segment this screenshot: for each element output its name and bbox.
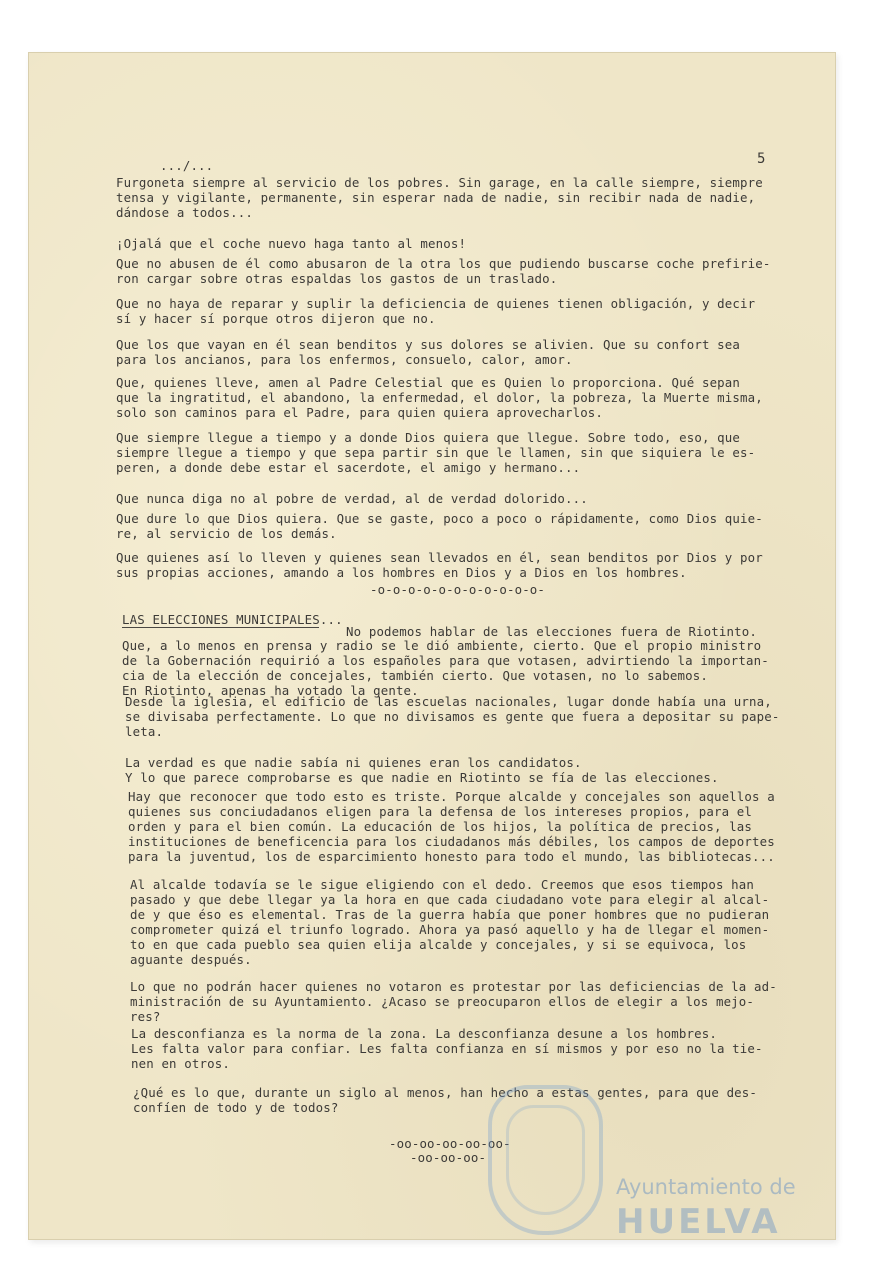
paragraph: La verdad es que nadie sabía ni quienes eran los candidatos. Y lo que parece comprobarse es que nadie en Riotinto se fía de las elecciones. [125,755,719,785]
watermark-line2: HUELVA [616,1202,781,1242]
separator-line: -oo-oo-oo- [410,1150,487,1165]
paragraph: Que, a lo menos en prensa y radio se le dió ambiente, cierto. Que el propio ministro de la Gobernación requirió a los españoles para que votasen, advirtiendo la importan- cia de la elección de concejales, también cierto. Que votasen, no lo sabemos. En Riotinto, apenas ha votado la gente. [122,638,769,698]
paragraph: Furgoneta siempre al servicio de los pobres. Sin garage, en la calle siempre, siempre tensa y vigilante, permanente, sin esperar nada de nadie, sin recibir nada de nadie, dándose a todos... [116,175,763,220]
paragraph: Que, quienes lleve, amen al Padre Celestial que es Quien lo proporciona. Qué sepan que la ingratitud, el abandono, la enfermedad, el dolor, la pobreza, la Muerte misma, solo son caminos para el Padre, para quien quiera aprovecharlos. [116,375,763,420]
paragraph: Hay que reconocer que todo esto es triste. Porque alcalde y concejales son aquellos a quienes sus conciudadanos eligen para la defensa de los intereses propios, para el orden y para el bien común. La educación de los hijos, la política de precios, las instituciones de beneficencia para los ciudadanos más débiles, los campos de deportes para la juventud, los de esparcimiento honesto para todo el mundo, las bibliotecas... [128,789,775,864]
paragraph: Que quienes así lo lleven y quienes sean llevados en él, sean benditos por Dios y por sus propias acciones, amando a los hombres en Dios y a Dios en los hombres. [116,550,763,580]
paragraph: ¿Qué es lo que, durante un siglo al menos, han hecho a estas gentes, para que des- confíen de todo y de todos? [133,1085,758,1115]
paragraph: Que no abusen de él como abusaron de la otra los que pudiendo buscarse coche prefirie- ron cargar sobre otras espaldas los gastos de un traslado. [116,256,771,286]
paragraph: Que no haya de reparar y suplir la deficiencia de quienes tienen obligación, y decir sí y hacer sí porque otros dijeron que no. [116,296,756,326]
paragraph: ¡Ojalá que el coche nuevo haga tanto al menos! [116,236,467,251]
paragraph: Desde la iglesia, el edificio de las escuelas nacionales, lugar donde había una urna, se divisaba perfectamente. Lo que no divisamos es gente que fuera a depositar su pape- leta. [125,694,780,739]
paragraph: Que dure lo que Dios quiera. Que se gaste, poco a poco o rápidamente, como Dios quie- re, al servicio de los demás. [116,511,763,541]
watermark-line1: Ayuntamiento de [616,1175,796,1199]
paragraph: Que los que vayan en él sean benditos y sus dolores se alivien. Que su confort sea para los ancianos, para los enfermos, consuelo, calor, amor. [116,337,741,367]
heading-underline [122,627,319,628]
separator-line: -o-o-o-o-o-o-o-o-o-o-o- [370,582,546,597]
paragraph: Que siempre llegue a tiempo y a donde Dios quiera que llegue. Sobre todo, eso, que siempre llegue a tiempo y que sepa partir sin que le llamen, sin que siquiera le es- peren, a donde debe estar el sacerdote, el amigo y hermano... [116,430,756,475]
section-first-line: No podemos hablar de las elecciones fuera de Riotinto. [346,624,757,639]
section-heading: LAS ELECCIONES MUNICIPALES... [122,612,343,627]
paragraph: Que nunca diga no al pobre de verdad, al de verdad dolorido... [116,491,588,506]
paragraph: La desconfianza es la norma de la zona. La desconfianza desune a los hombres. Les falta valor para confiar. Les falta confianza en sí mismos y por eso no la tie- nen en otros. [131,1026,763,1071]
separator-line: -oo-oo-oo-oo-oo- [389,1136,511,1151]
continuation-marker: .../... [160,158,214,173]
paragraph: Al alcalde todavía se le sigue eligiendo con el dedo. Creemos que esos tiempos han pasado y que debe llegar ya la hora en que cada ciudadano vote para elegir al alcal- de y que éso es elemental. Tras de la guerra había que poner hombres que no pudieran comprometer quizá el triunfo logrado. Ahora ya pasó aquello y ha de llegar el momen- to en que cada pueblo sea quien elija alcalde y concejales, y si se equivoca, los aguante después. [130,877,770,967]
page-number: 5 [757,151,766,167]
paragraph: Lo que no podrán hacer quienes no votaron es protestar por las deficiencias de la ad- ministración de su Ayuntamiento. ¿Acaso se preocuparon ellos de elegir a los mejo- res? [130,979,777,1024]
